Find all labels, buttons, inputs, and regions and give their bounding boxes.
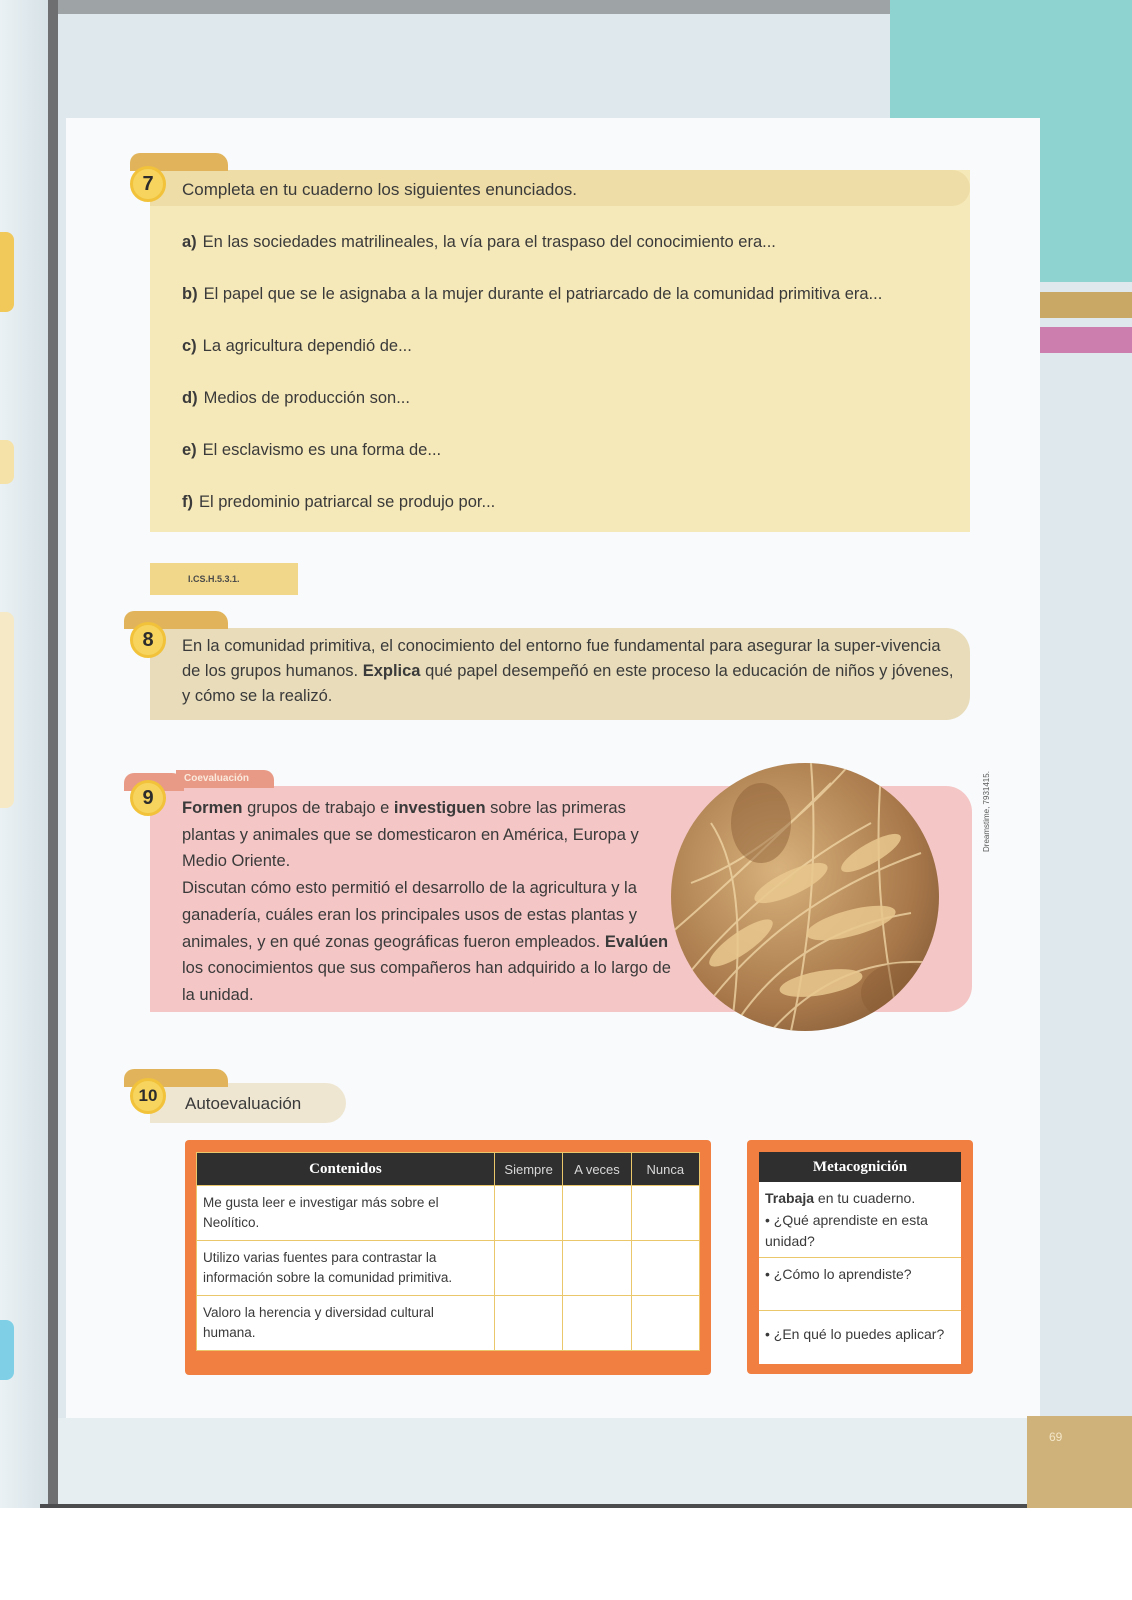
facing-page-tab xyxy=(0,440,14,484)
skill-code-tag: I.CS.H.5.3.1. xyxy=(150,563,298,595)
check-cell[interactable] xyxy=(631,1186,699,1241)
activity-number-10: 10 xyxy=(130,1078,166,1114)
list-item: c) La agricultura dependió de... xyxy=(182,337,412,355)
check-cell[interactable] xyxy=(563,1186,631,1241)
section-marker-gold xyxy=(1040,292,1132,318)
metacognition-question: • ¿En qué lo puedes aplicar? xyxy=(765,1326,945,1342)
facing-page-tab xyxy=(0,1320,14,1380)
metacognition-question: • ¿Cómo lo aprendiste? xyxy=(765,1266,912,1282)
book-spine xyxy=(48,0,58,1508)
table-row xyxy=(197,1241,700,1296)
metacognition-title: Metacognición xyxy=(759,1152,961,1182)
row-content: Me gusta leer e investigar más sobre el Neolítico. xyxy=(197,1186,495,1241)
list-item: b) El papel que se le asignaba a la mujer durante el patriarcado de la comunidad primitiva era... xyxy=(182,285,883,303)
check-cell[interactable] xyxy=(631,1241,699,1296)
activity-number-9: 9 xyxy=(130,780,166,816)
header-a-veces: A veces xyxy=(563,1153,631,1186)
list-item: a) En las sociedades matrilineales, la vía para el traspaso del conocimiento era... xyxy=(182,233,776,251)
self-assessment-table xyxy=(196,1152,700,1351)
check-cell[interactable] xyxy=(563,1296,631,1351)
bottom-edge xyxy=(40,1504,1132,1508)
list-item: d) Medios de producción son... xyxy=(182,389,410,407)
wheat-illustration xyxy=(671,763,939,1031)
header-nunca: Nunca xyxy=(631,1153,699,1186)
facing-page-tab xyxy=(0,612,14,808)
header-siempre: Siempre xyxy=(494,1153,563,1186)
list-item: e) El esclavismo es una forma de... xyxy=(182,441,442,459)
divider xyxy=(759,1257,961,1258)
facing-page-tab xyxy=(0,232,14,312)
activity-number-8: 8 xyxy=(130,622,166,658)
bottom-margin xyxy=(58,1418,1132,1508)
activity-7-title: Completa en tu cuaderno los siguientes enunciados. xyxy=(182,180,578,199)
check-cell[interactable] xyxy=(494,1186,563,1241)
coevaluation-tag: Coevaluación xyxy=(176,770,274,788)
activity-10-title: Autoevaluación xyxy=(185,1094,302,1113)
table-header-row xyxy=(197,1153,700,1186)
divider xyxy=(759,1310,961,1311)
check-cell[interactable] xyxy=(494,1241,563,1296)
activity-8-text: En la comunidad primitiva, el conocimiento del entorno fue fundamental para asegurar la super-vivencia de los grupos humanos. Explica qué papel desempeñó en este proceso la educación de niños y jóvenes, y cómo se la realizó. xyxy=(182,637,954,705)
row-content: Valoro la herencia y diversidad cultural humana. xyxy=(197,1296,495,1351)
metacognition-box xyxy=(759,1152,961,1364)
metacognition-instruction: Trabaja en tu cuaderno. xyxy=(765,1190,916,1206)
table-row xyxy=(197,1296,700,1351)
activity-number-7: 7 xyxy=(130,166,166,202)
check-cell[interactable] xyxy=(494,1296,563,1351)
metacognition-question: • ¿Qué aprendiste en esta unidad? xyxy=(765,1212,928,1249)
activity-9-text: Formen grupos de trabajo e investiguen sobre las primeras plantas y animales que se domesticaron en América, Europa y Medio Oriente. Discutan cómo esto permitió el desarrollo de la agricultura y la ganadería, cuáles eran los principales usos de estas plantas y animales, y en qué zonas geográficas fueron empleados. Evalúen los conocimientos que sus compañeros han adquirido a lo largo de la unidad. xyxy=(182,799,671,1004)
wheat-photo xyxy=(671,763,939,1031)
list-item: f) El predominio patriarcal se produjo por... xyxy=(182,493,496,511)
table-row xyxy=(197,1186,700,1241)
check-cell[interactable] xyxy=(563,1241,631,1296)
image-credit: Dreamstime, 7931415. xyxy=(982,771,991,852)
check-cell[interactable] xyxy=(631,1296,699,1351)
page-number-box xyxy=(1027,1416,1132,1508)
row-content: Utilizo varias fuentes para contrastar la información sobre la comunidad primitiva. xyxy=(197,1241,495,1296)
section-marker-pink xyxy=(1040,327,1132,353)
header-contenidos: Contenidos xyxy=(197,1153,495,1186)
page-number: 69 xyxy=(1049,1430,1063,1444)
